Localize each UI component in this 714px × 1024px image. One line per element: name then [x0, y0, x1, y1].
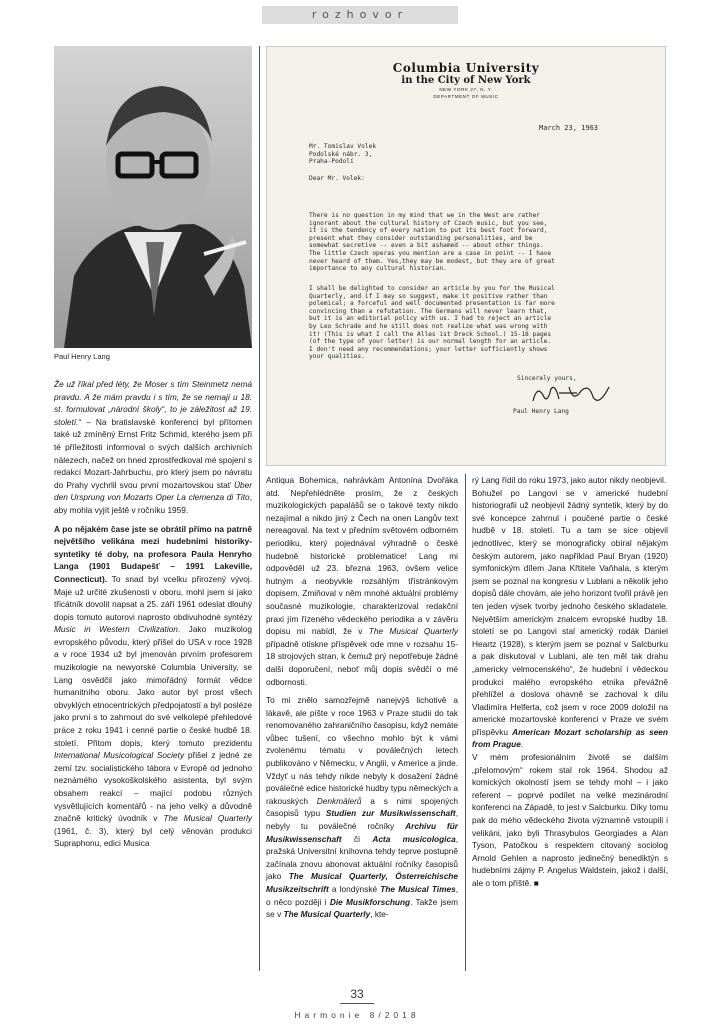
text-run: American Mozart scholarship as seen from Prague [472, 726, 668, 750]
article-column-1 [54, 378, 252, 856]
text-run: rý Lang řídil do roku 1973, jako autor nikdy neobjevil. [472, 475, 667, 485]
text-run: případně otiskne příspěvek ode mne v rozsahu 15-18 strojových stran, k čemuž prý nepotřebuje žádné další doporučení, neboť můj dopis svědčí o mé odbornosti. [266, 638, 458, 687]
letter-facsimile [266, 46, 666, 466]
portrait-photo [54, 46, 252, 348]
text-run: To mi znělo samozřejmě nanejvýš lichotivě a lákavě, ale píšte v roce 1963 v Praze studii do tak renomovaného zahraničního časopisu, když nemáte vůbec tušení, co všechno mohlo být k vámi zvolenému tématu v poválečných letech publikováno v Německu, v Anglii, v Americe a jinde. Vždyť u nás tehdy nikde nebyly k dosažení žádné poválečné edice historické hudby typu německých a rakouských [266, 695, 458, 806]
letter-address: Mr. Tomislav Volek Podolské nábr. 3, Praha-Podolí [309, 143, 377, 166]
text-run: , kte- [370, 909, 389, 920]
journal-footer: Harmonie 8/2018 [294, 1010, 420, 1020]
letter-paragraph-1: There is no question in my mind that we in the West are rather ignorant about the cultural history of Czech music, but you see, it is the tendency of every nation to put its best foot forward, present what they consider outstanding personalities, and be somewhat secretive -- even a bit ashamed -- about other things. The little Czech operas you mention are a case in point -- I have never heard of them. Yes,they may be modest, but they are of great importance to any cultural historian. [309, 212, 555, 273]
text-run: Bohužel po Langovi se v americké hudební historiografii už neobjevil žádný syntetik, který by do své koncepce zahrnul i poučené partie o české hudbě v 18. století. Tu a tam se sice objevil jednotlivec, který se monograficky obíral nějakým českým autorem, jako například Paul Bryan (1920) symfonickým dílem Jana Křtitele Vaňhala, s kterým jsem se poznal na kongresu v Lublani a několik jeho dopisů dále chovám, ale jeho horizont tvořil právě jen ten jeden výsek tvorby jednoho českého skladatele. Největším americkým znalcem evropské hudby 18. století se po Langovi stal americký rodák Daniel Heartz (1928), s kterým jsem se poznal v Salcburku a pak diskutoval v Lublani, ale ten měl tak drahu „americky velmocenského“, že hudební i vědeckou produkci malého evropského etnika převážně přehlížel a doslova ohavně se zachoval k dílu Vladimíra Helferta, což jsem v roce 2009 doložil na americké mozartovské konferenci v Praze ve svém příspěvku [472, 487, 668, 737]
text-run: Die Musikforschung [329, 896, 411, 907]
article-column-3 [472, 474, 668, 896]
text-run: přišel z jedné ze zemí tzv. socialistického tábora v Evropě od jednoho neznámého vysokoškolského asistenta, byl svým obsahem reakcí – mající podobu různých vysvětlujících komentářů - na jeho velký a důvodně značně kritický úvodník v [54, 750, 252, 824]
text-run: Denkmälerů [316, 795, 362, 806]
text-run: Über den Ursprung von Mozarts Oper La clemenza di Tito [54, 479, 252, 503]
column-divider-1 [259, 46, 260, 971]
text-run: A po nějakém čase jste se obrátil přímo na patrně největšího velikána mezi hudebními historiky-syntetiky té doby, na profesora Paula Henryho Langa (1901 Budapešť – 1991 Lakeville, Connecticut). [54, 523, 252, 584]
letter-closing: Sincerely yours, [517, 375, 577, 382]
text-run: The Musical Quarterly [368, 626, 458, 637]
text-run: International Musicological Society [54, 750, 185, 761]
text-run: Studien zur Musikwissenschaft [325, 808, 456, 819]
text-run: , pražská Universitní knihovna tehdy teprve postupně začínala znovu abonovat aktuální ročníky časopisů jako [266, 833, 458, 882]
text-run: . [520, 739, 524, 750]
letterhead-department: DEPARTMENT OF MUSIC [433, 94, 499, 99]
paragraph [472, 474, 668, 487]
text-run: The Musical Times [380, 884, 456, 894]
paragraph [54, 378, 252, 517]
section-tab: rozhovor [262, 6, 458, 24]
text-run: Že už říkal před léty, že Moser s tím Steinmetz nemá pravdu. A že mám pravdu i s tím, že se nemají u 18. st. formulovat „národní školy“, to je záležitost až 19. století. [54, 379, 252, 427]
article-column-2 [266, 474, 458, 927]
text-run: The Musical Quarterly [283, 909, 371, 920]
letter-salutation: Dear Mr. Volek: [309, 175, 365, 182]
paragraph [54, 523, 252, 850]
text-run: V mém profesionálním životě se dalším „přelomovým“ rokem stal rok 1964. Shodou až komických okolností jsem se tehdy mohl – i jako referent – poprvé podílet na velké mezinárodní konferenci na Západě, to jest v Salcburku. Díky tomu pak do mého vědeckého života významně vstoupili i velikáni, jako byli Thrasybulos Georgiades a Alan Tyson, Patočkou s respektem citovaný sociolog Arnold Gehlen a naprosto jedinečný benediktýn s hudebními zájmy P. Angelus Waldstein, jakož i další, ale o tom příště. ■ [472, 752, 668, 888]
text-run: či [341, 833, 373, 844]
footer-rule [340, 1003, 374, 1004]
letterhead-city: in the City of New York [401, 75, 531, 86]
letter-signature-name: Paul Henry Lang [513, 408, 569, 415]
text-run: . Jako muzikolog evropského původu, který přišel do USA v roce 1928 a v roce 1934 už byl jmenován prvním profesorem muzikologie na newyorské Columbia University, se Lang osvědčil jako mimořádný formát vědce humanitního oboru. Jako autor byl prost všech obvyklých etnocentrických předpojatostí a byl posléze jako první s to zahrnout do své velkolepé přehledové práce z roku 1941 i cenné partie o české hudbě 18. století. Přitom dopis, který tomuto prezidentu [54, 624, 253, 748]
paragraph [472, 487, 668, 751]
column-divider-2 [465, 474, 466, 971]
paragraph [266, 474, 458, 688]
photo-caption: Paul Henry Lang [54, 352, 110, 361]
portrait-illustration [54, 46, 252, 348]
text-run: , aby mohla vyjít ještě v ročníku 1959. [54, 492, 252, 515]
paragraph [472, 751, 668, 890]
text-run: , nebyly tu poválečné ročníky [266, 808, 458, 832]
text-run: Music in Western Civilization [54, 624, 178, 635]
paragraph [266, 694, 458, 921]
text-run: The Musical Quarterly, Österreichische Musikzeitschrift [266, 871, 458, 894]
text-run: . Takže jsem se v [266, 896, 458, 920]
text-run: (1961, č. 3), který byl celý věnován produkci Supraphonu, edici Musica [54, 825, 252, 849]
text-run: “ – Na bratislavské konferenci byl přítomen také už zmíněný Ernst Fritz Schmid, kterého jsem při té příležitosti informoval o svých dalších archivních nálezech, načež on hned zprostředkoval mé spojení s redakcí Mozart-Jahrbuchu, pro který jsem po návratu do Prahy vychrlil svou první mozartovskou stať [54, 416, 252, 490]
text-run: The Musical Quarterly [163, 813, 252, 824]
text-run: Acta musicologica [372, 833, 456, 844]
letterhead-university: Columbia University [392, 61, 540, 75]
text-run: Archivu für Musikwissenschaft [266, 821, 458, 844]
page-number: 33 [350, 987, 364, 1001]
handwritten-signature [529, 381, 619, 407]
letterhead-address: NEW YORK 27, N. Y. [439, 87, 493, 92]
letter-paragraph-2: I shall be delighted to consider an article by you for the Musical Quarterly, and if I may so suggest, make it positive rather than polemical; a forceful and well documented presentation is far more convincing than a refutation. The Germans will never learn that, but it is an editorial policy with us. I had to reject an article by Leo Schrade and he still does not realize what was wrong with it! (This is what I call the Alles ist Dreck School.) 15-18 pages (of the type of your letter) is our normal length for an article. I don't need any recommendations; your letter sufficiently shows your qualities. [309, 285, 555, 361]
text-run: , o něco později i [266, 884, 459, 907]
text-run: a s nimi spojených časopisů typu [266, 795, 458, 819]
text-run: a londýnské [328, 884, 381, 894]
letter-date: March 23, 1963 [539, 124, 599, 132]
text-run: Antiqua Bohemica, nahrávkám Antonína Dvořáka atd. Nepřehlédněte prosím, že z českých muzikologických papalášů se o takové texty nikdo nezajímal a nikdo jiný z Čech na onen Langův text nereagoval. Na text v předním světovém odborném periodiku, který pojednával výhradně o české hudebně historické problematice! Lang mi odpověděl už 23. března 1963, ovšem velice hutným a neobyvkle rozsáhlým třístránkovým dopisem. Zmiňoval v něm mnohé aktuální problémy současné muzikologie, charakterizoval redakční praxi jím řízeného vědeckého periodika a v závěru dopisu mi nabídl, že v [266, 475, 458, 637]
text-run: To snad byl vcelku přirozený vývoj. Maje už určité zkušenosti v oboru, mohl jsem si jako třicátník dovolit napsat a 25. září 1961 odeslat dlouhý dopis tomuto autorovi naprosto obdivuhodné syntézy [54, 573, 252, 622]
